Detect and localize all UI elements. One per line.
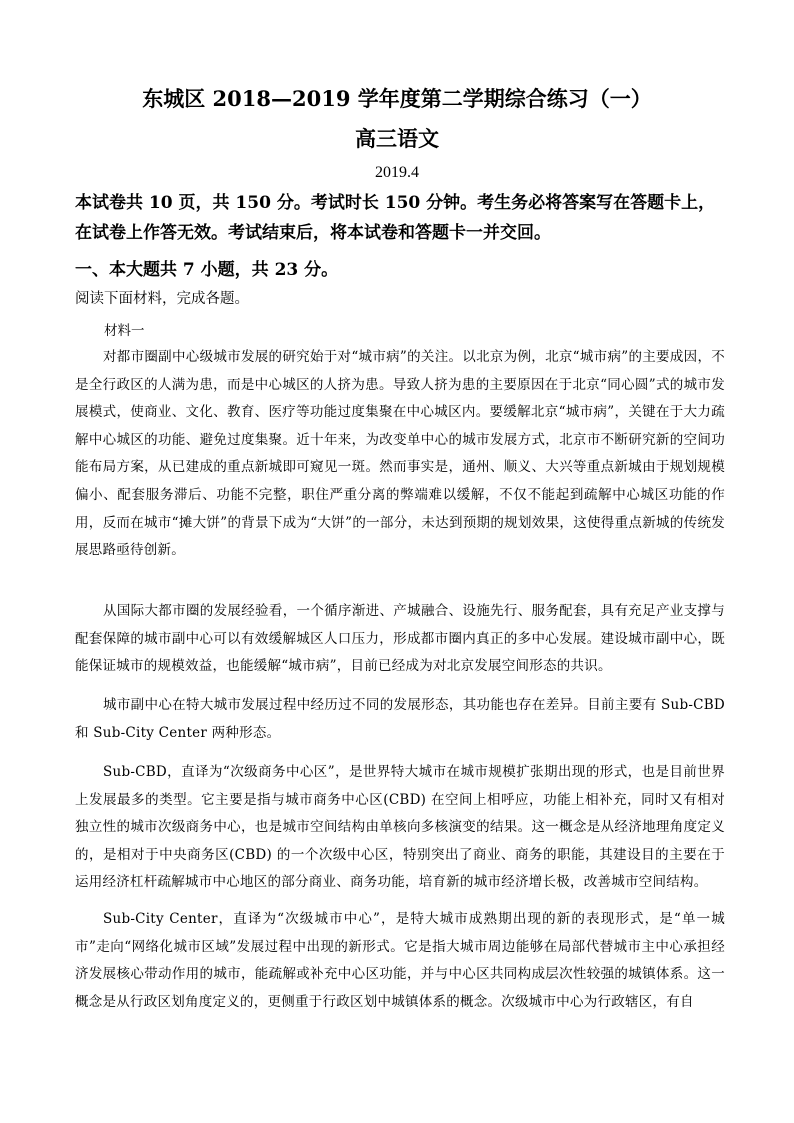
section-heading: 一、本大题共 7 小题，共 23 分。 (75, 260, 339, 280)
material-paragraph: Sub-City Center，直译为“次级城市中心”，是特大城市成熟期出现的新的表现形式，是“单一城市”走向“网络化城市区域”发展过程中出现的新形式。它是指大城市周边能够在局部代替城市主中心承担经济发展核心带动作用的城市，能疏解或补充中心区功能，并与中心区共同构成层次性较强的城镇体系。这一概念是从行政区划角度定义的，更侧重于行政区划中城镇体系的概念。次级城市中心为行政辖区，有自 (75, 911, 725, 1010)
reading-prompt: 阅读下面材料，完成各题。 (75, 291, 249, 307)
exam-date: 2019.4 (375, 164, 419, 181)
exam-instructions: 本试卷共 10 页，共 150 分。考试时长 150 分钟。考生务必将答案写在答题卡上，在试卷上作答无效。考试结束后，将本试卷和答题卡一并交回。 (75, 193, 716, 243)
material-paragraph: 对都市圈副中心级城市发展的研究始于对“城市病”的关注。以北京为例，北京“城市病”的主要成因，不是全行政区的人满为患，而是中心城区的人挤为患。导致人挤为患的主要原因在于北京“同心圆”式的城市发展模式，使商业、文化、教育、医疗等功能过度集聚在中心城区内。要缓解北京“城市病”，关键在于大力疏解中心城区的功能、避免过度集聚。近十年来，为改变单中心的城市发展方式，北京市不断研究新的空间功能布局方案，从已建成的重点新城即可窥见一斑。然而事实是，通州、顺义、大兴等重点新城由于规划规模偏小、配套服务滞后、功能不完整，职住严重分离的弊端难以缓解，不仅不能起到疏解中心城区功能的作用，反而在城市“摊大饼”的背景下成为“大饼”的一部分，未达到预期的规划效果，这使得重点新城的传统发展思路亟待创新。 (75, 349, 725, 559)
material-label: 材料一 (104, 323, 145, 339)
material-paragraph: 城市副中心在特大城市发展过程中经历过不同的发展形态，其功能也存在差异。目前主要有 Sub-CBD 和 Sub-City Center 两种形态。 (75, 697, 725, 741)
material-paragraph: Sub-CBD，直译为“次级商务中心区”，是世界特大城市在城市规模扩张期出现的形式，也是目前世界上发展最多的类型。它主要是指与城市商务中心区(CBD) 在空间上相呼应，功能上相补充，同时又有相对独立性的城市次级商务中心，也是城市空间结构由单核向多核演变的结果。这一概念是从经济地理角度定义的，是相对于中央商务区(CBD) 的一个次级中心区，特别突出了商业、商务的职能，其建设目的主要在于运用经济杠杆疏解城市中心地区的部分商业、商务功能，培育新的城市经济增长极，改善城市空间结构。 (75, 764, 725, 891)
exam-subject: 高三语文 (355, 126, 439, 151)
material-paragraph: 从国际大都市圈的发展经验看，一个循序渐进、产城融合、设施先行、服务配套，具有充足产业支撑与配套保障的城市副中心可以有效缓解城区人口压力，形成都市圈内真正的多中心发展。建设城市副中心，既能保证城市的规模效益，也能缓解“城市病”，目前已经成为对北京发展空间形态的共识。 (75, 603, 725, 675)
exam-title: 东城区 2018—2019 学年度第二学期综合练习（一） (142, 86, 652, 111)
